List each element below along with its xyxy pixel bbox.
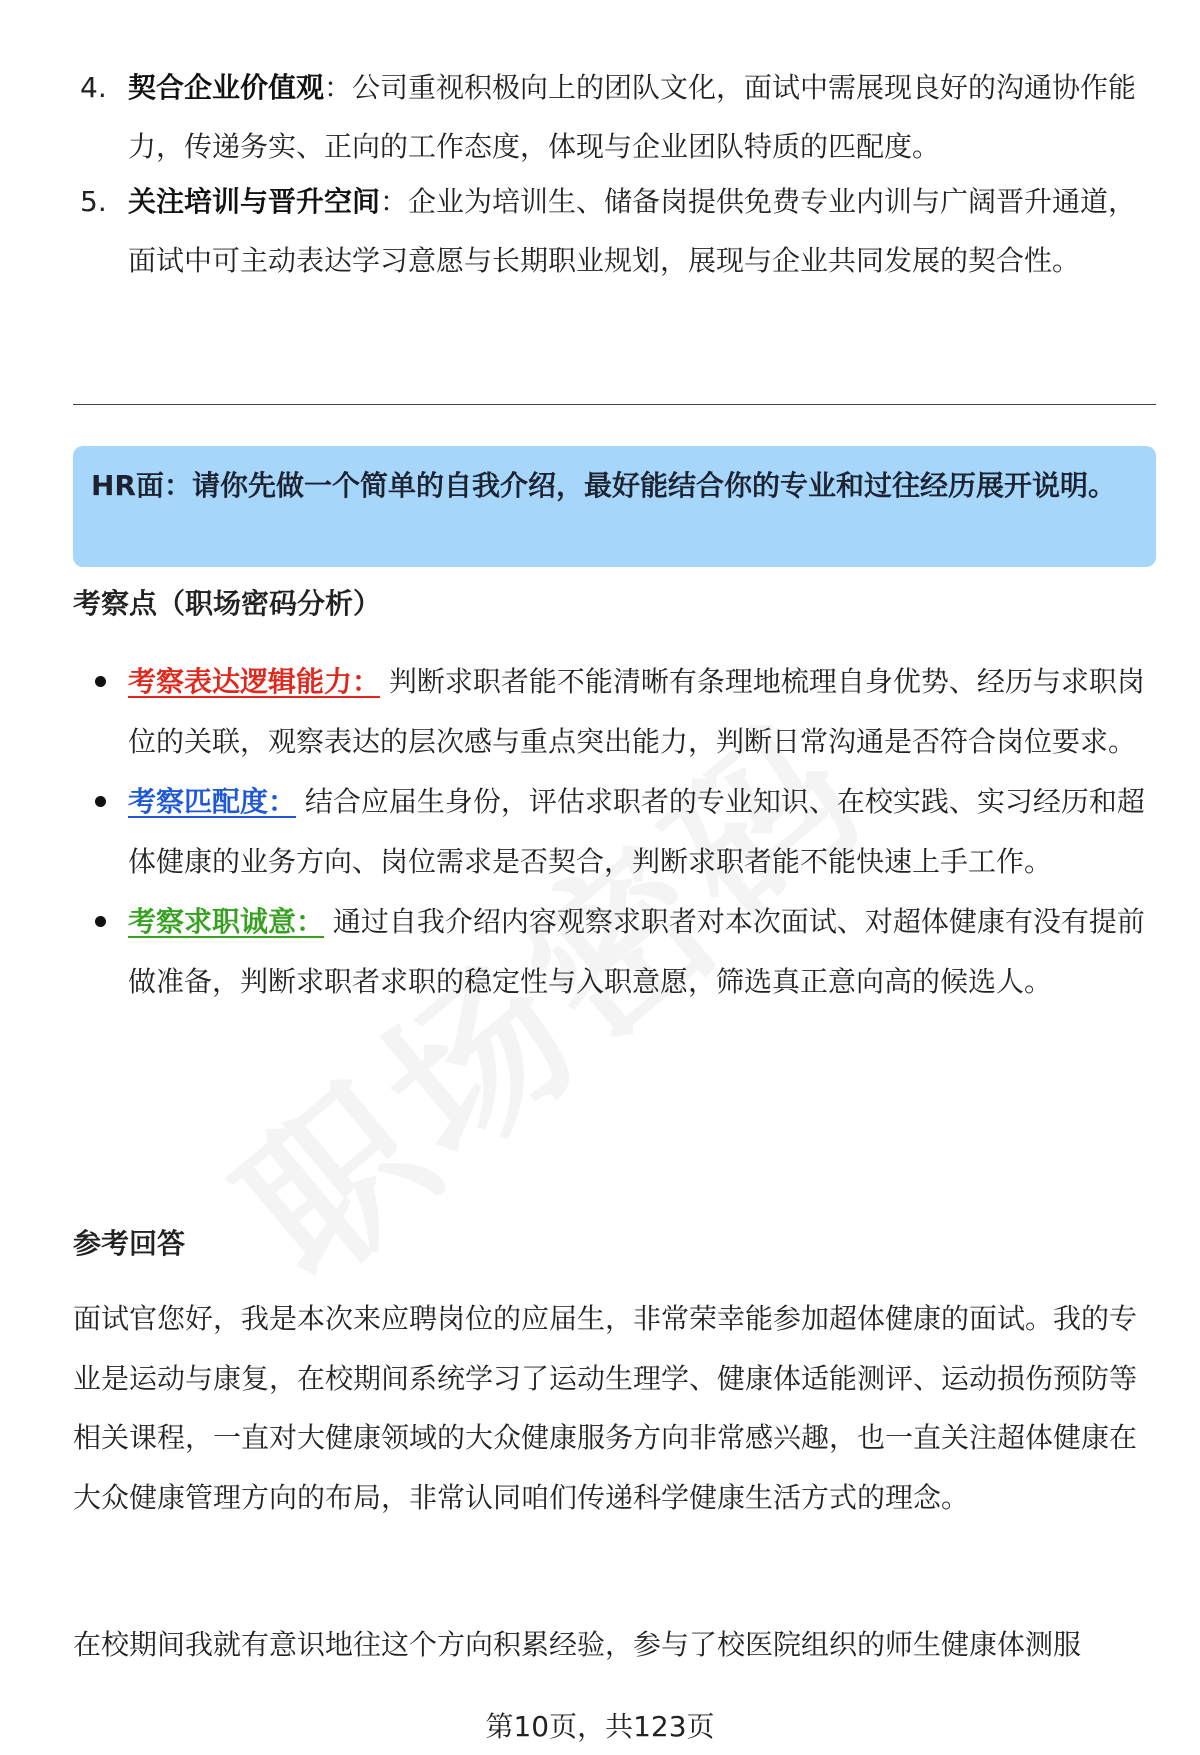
list-item-separator: ：: [380, 185, 409, 218]
list-item-text: 公司重视积极向上的团队文化，面试中需展现良好的沟通协作能力，传递务实、正向的工作态度，体现与企业团队特质的匹配度。: [128, 71, 1137, 163]
numbered-list: [80, 58, 1160, 290]
bullet-item: [95, 892, 1165, 1012]
bullet-text: 结合应届生身份，评估求职者的专业知识、在校实践、实习经历和超体健康的业务方向、岗位需求是否契合，判断求职者能不能快速上手工作。: [128, 785, 1145, 878]
list-number: 5.: [80, 185, 107, 218]
list-item-separator: ：: [324, 71, 353, 104]
analysis-title: 考察点（职场密码分析）: [73, 587, 382, 620]
reference-title: 参考回答: [73, 1227, 186, 1260]
list-number: 4.: [80, 71, 107, 104]
list-item: [80, 58, 1160, 176]
section-divider: [73, 404, 1156, 405]
list-item-text: 企业为培训生、储备岗提供免费专业内训与广阔晋升通道，面试中可主动表达学习意愿与长期职业规划，展现与企业共同发展的契合性。: [128, 185, 1137, 277]
bullet-dot: [95, 796, 106, 807]
question-box: [73, 446, 1156, 567]
bullet-keyword: 考察求职诚意：: [128, 905, 325, 938]
bullet-text: 通过自我介绍内容观察求职者对本次面试、对超体健康有没有提前做准备，判断求职者求职的稳定性与入职意愿，筛选真正意向高的候选人。: [128, 905, 1145, 998]
bullet-dot: [95, 676, 106, 687]
page-footer: 第10页，共123页: [485, 1710, 715, 1743]
bullet-text: 判断求职者能不能清晰有条理地梳理自身优势、经历与求职岗位的关联，观察表达的层次感与重点突出能力，判断日常沟通是否符合岗位要求。: [128, 665, 1145, 758]
bullet-keyword: 考察匹配度：: [128, 785, 297, 818]
list-item-title: 契合企业价值观: [128, 71, 325, 104]
bullet-keyword: 考察表达逻辑能力：: [128, 665, 381, 698]
list-item-title: 关注培训与晋升空间: [128, 185, 381, 218]
bullet-dot: [95, 916, 106, 927]
answer-paragraph: 在校期间我就有意识地往这个方向积累经验，参与了校医院组织的师生健康体测服: [73, 1628, 1082, 1661]
list-item: [80, 172, 1160, 290]
question-text: HR面：请你先做一个简单的自我介绍，最好能结合你的专业和过往经历展开说明。: [91, 469, 1116, 502]
analysis-bullets: [95, 652, 1165, 1012]
bullet-item: [95, 772, 1165, 892]
bullet-item: [95, 652, 1165, 772]
answer-paragraph: 面试官您好，我是本次来应聘岗位的应届生，非常荣幸能参加超体健康的面试。我的专业是运动与康复，在校期间系统学习了运动生理学、健康体适能测评、运动损伤预防等相关课程，一直对大健康领域的大众健康服务方向非常感兴趣，也一直关注超体健康在大众健康管理方向的布局，非常认同咱们传递科学健康生活方式的理念。: [73, 1302, 1138, 1514]
